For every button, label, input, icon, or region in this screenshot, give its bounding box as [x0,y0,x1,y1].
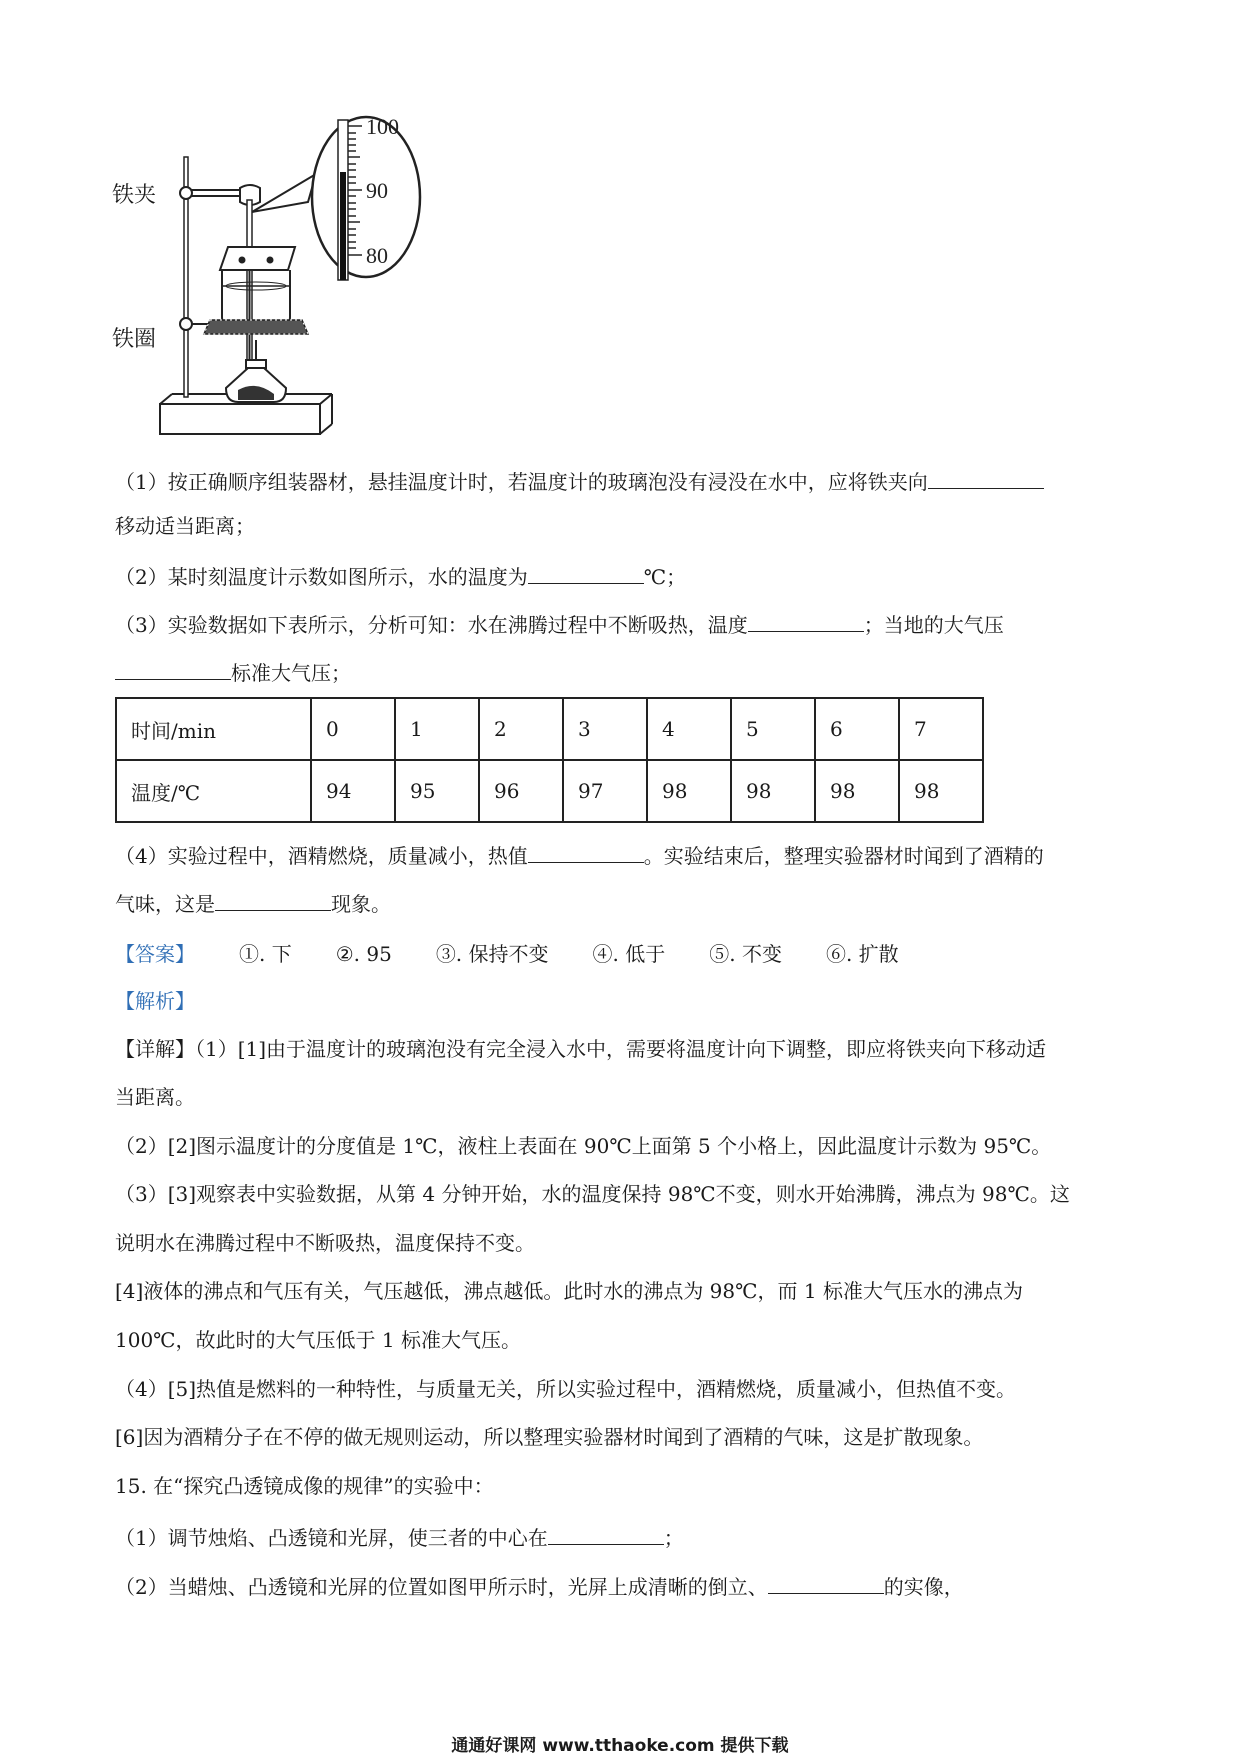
table-row [116,760,983,822]
answer-blank-3 [748,611,864,632]
question-part-4-line-2 [115,890,391,916]
question-text: 标准大气压； [231,661,351,685]
question-15-part-1 [115,1524,684,1550]
analysis-tag: 【解析】 [115,989,195,1013]
detail-tag: 【详解】 [115,1037,195,1061]
question-text: （1）按正确顺序组装器材，悬挂温度计时，若温度计的玻璃泡没有浸没在水中，应将铁夹向 [115,470,928,494]
table-cell: 3 [563,698,647,760]
question-text: 。实验结束后，整理实验器材时闻到了酒精的 [643,844,1044,868]
question-15-part-2 [115,1573,964,1599]
table-row [116,698,983,760]
question-text: 现象。 [331,892,391,916]
table-cell: 0 [311,698,395,760]
experiment-data-table [115,697,984,823]
question-text: ℃； [643,565,687,589]
question-text: （3）实验数据如下表所示，分析可知：水在沸腾过程中不断吸热，温度 [115,613,748,637]
table-cell: 7 [899,698,983,760]
detail-text: （1）[1]由于温度计的玻璃泡没有完全浸入水中，需要将温度计向下调整，即应将铁夹向下移动适 [195,1037,1047,1061]
label-iron-ring: 铁圈 [112,327,157,352]
question-text: ；当地的大气压 [863,613,1004,637]
answer-item: ④. 低于 [592,942,666,966]
scale-label-90: 90 [366,178,388,203]
table-cell: 6 [815,698,899,760]
page-footer: 通通好课网 www.tthaoke.com 提供下载 [451,1736,789,1756]
answer-blank-8 [768,1573,884,1594]
table-header-time: 时间/min [116,698,311,760]
table-cell: 5 [731,698,815,760]
answer-tag: 【答案】 [115,942,195,966]
detail-line-3: （2）[2]图示温度计的分度值是 1℃，液柱上表面在 90℃上面第 5 个小格上，因此温度计示数为 95℃。 [115,1134,1052,1158]
table-cell: 98 [647,760,731,822]
detail-line-6: [4]液体的沸点和气压有关，气压越低，沸点越低。此时水的沸点为 98℃，而 1 标准大气压水的沸点为 [115,1279,1023,1303]
question-part-3-line-1 [115,611,1004,637]
answer-blank-6 [215,890,331,911]
detail-line-5: 说明水在沸腾过程中不断吸热，温度保持不变。 [115,1231,535,1255]
answer-item: ②. 95 [335,942,392,966]
scale-label-100: 100 [366,114,399,139]
table-cell: 4 [647,698,731,760]
detail-line-9: [6]因为酒精分子在不停的做无规则运动，所以整理实验器材时闻到了酒精的气味，这是扩散现象。 [115,1425,984,1449]
answer-item: ③. 保持不变 [435,942,549,966]
answer-item: ⑥. 扩散 [825,942,899,966]
table-cell: 2 [479,698,563,760]
question-text: （4）实验过程中，酒精燃烧，质量减小，热值 [115,844,528,868]
detail-line-4: （3）[3]观察表中实验数据，从第 4 分钟开始，水的温度保持 98℃不变，则水开始沸腾，沸点为 98℃。这 [115,1182,1070,1206]
answer-item: ①. 下 [239,942,292,966]
table-cell: 94 [311,760,395,822]
table-cell: 97 [563,760,647,822]
question-text: （2）某时刻温度计示数如图所示，水的温度为 [115,565,528,589]
question-text: （1）调节烛焰、凸透镜和光屏，使三者的中心在 [115,1526,548,1550]
detail-line-7: 100℃，故此时的大气压低于 1 标准大气压。 [115,1328,521,1352]
answer-blank-7 [548,1524,664,1545]
answer-blank-5 [528,842,644,863]
question-text: （2）当蜡烛、凸透镜和光屏的位置如图甲所示时，光屏上成清晰的倒立、 [115,1575,768,1599]
question-part-4-line-1 [115,842,1044,868]
question-text: 的实像， [883,1575,964,1599]
table-cell: 95 [395,760,479,822]
question-15-title: 15. 在“探究凸透镜成像的规律”的实验中： [115,1474,494,1498]
detail-line-8: （4）[5]热值是燃料的一种特性，与质量无关，所以实验过程中，酒精燃烧，质量减小，但热值不变。 [115,1377,1017,1401]
detail-line-2: 当距离。 [115,1085,195,1109]
table-header-temperature: 温度/℃ [116,760,311,822]
question-text: 气味，这是 [115,892,215,916]
scale-label-80: 80 [366,243,388,268]
answer-item: ⑤. 不变 [709,942,782,966]
table-cell: 1 [395,698,479,760]
boiling-apparatus-diagram [110,112,440,442]
table-cell: 98 [731,760,815,822]
answer-blank-2 [528,563,644,584]
table-cell: 98 [899,760,983,822]
experiment-figure [110,112,440,442]
label-iron-clamp: 铁夹 [112,183,157,208]
question-text: ； [663,1526,684,1550]
answer-blank-1 [928,468,1044,489]
answer-blank-4 [115,659,231,680]
question-part-3-line-2 [115,659,351,685]
answer-line [115,942,899,966]
question-part-1-line-2: 移动适当距离； [115,514,255,538]
question-part-2 [115,563,686,589]
table-cell: 96 [479,760,563,822]
table-cell: 98 [815,760,899,822]
question-part-1-line-1 [115,468,1044,494]
detail-line-1 [115,1037,1046,1061]
